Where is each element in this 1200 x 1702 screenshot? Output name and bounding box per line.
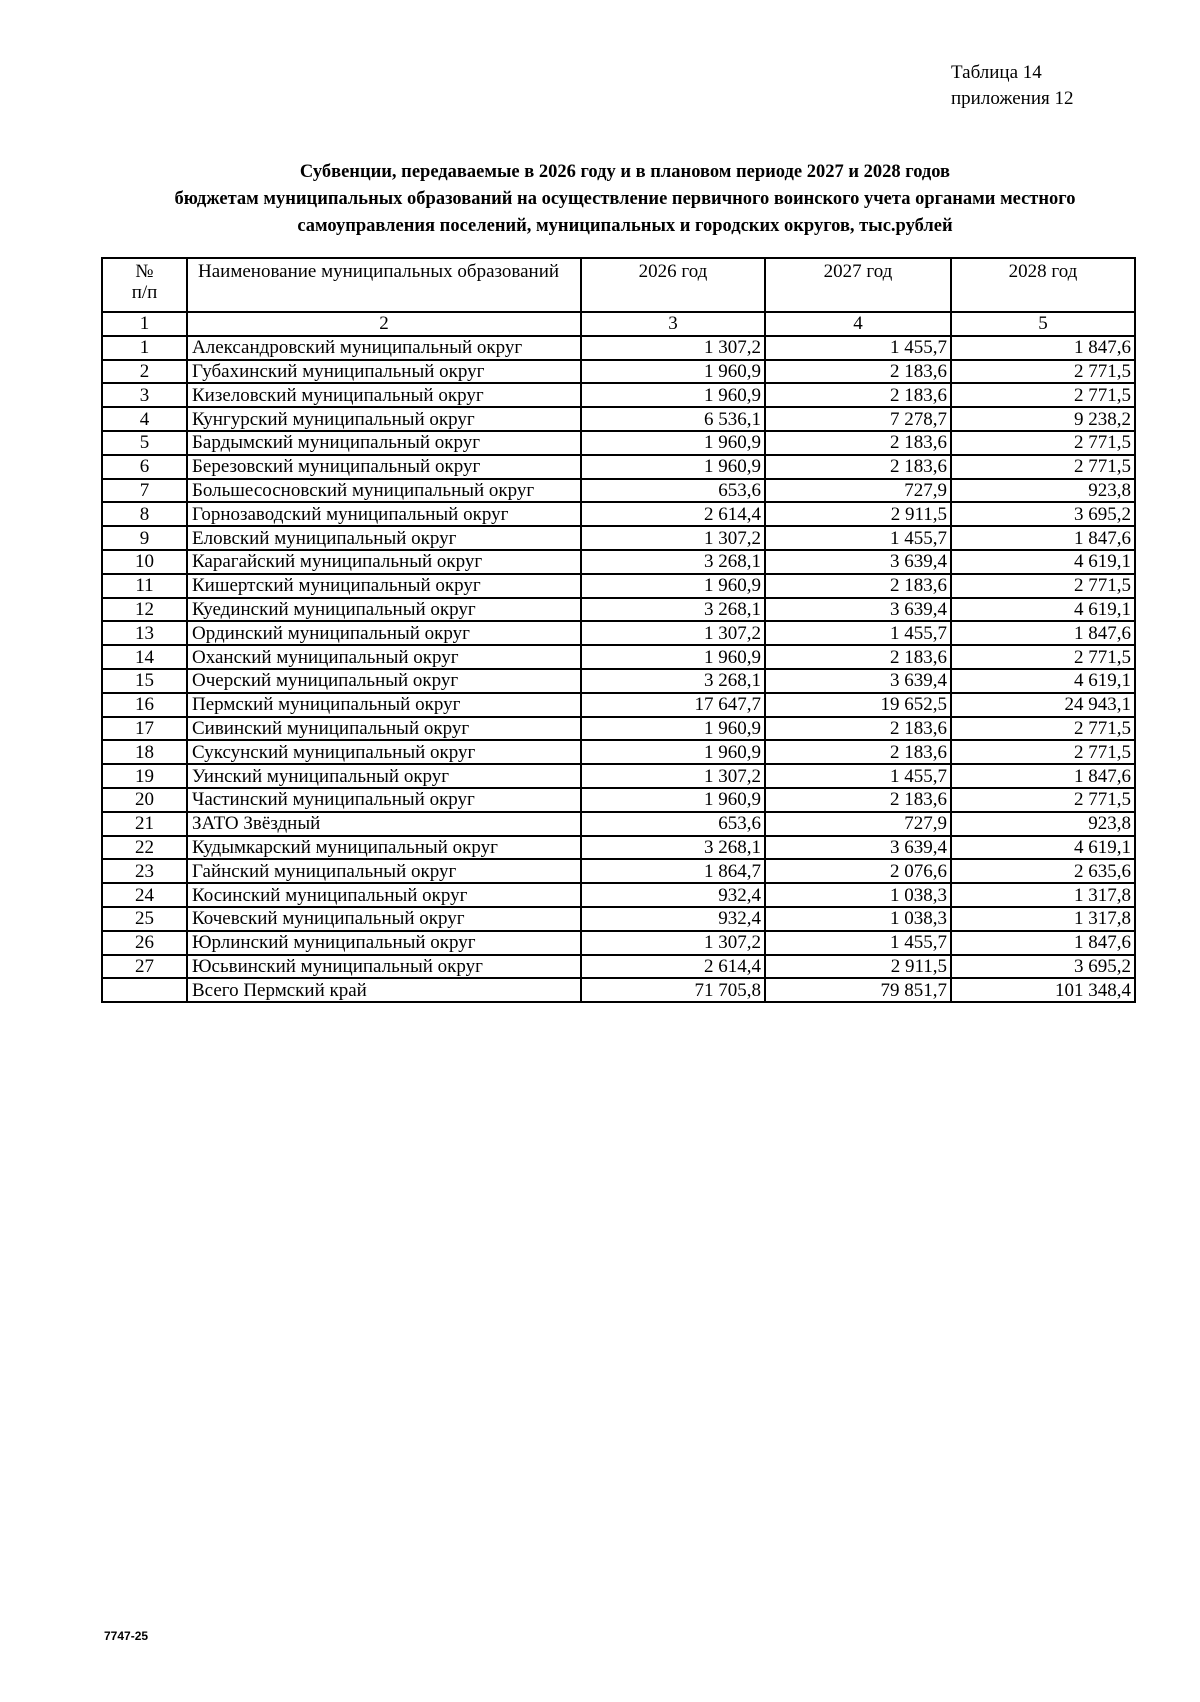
value-2026-cell: 71 705,8 [581,978,765,1002]
value-2027-cell: 2 076,6 [765,859,951,883]
value-2026-cell: 1 307,2 [581,764,765,788]
municipality-name-cell: Очерский муниципальный округ [187,669,581,693]
value-2027-cell: 19 652,5 [765,693,951,717]
row-number-cell: 1 [102,336,187,360]
column-numbers-row [102,312,1135,336]
value-2027-cell: 1 455,7 [765,336,951,360]
municipality-name-cell: Горнозаводский муниципальный округ [187,502,581,526]
municipality-name-cell: ЗАТО Звёздный [187,812,581,836]
value-2028-cell: 4 619,1 [951,598,1135,622]
header-number-line-1: № [135,261,154,282]
table-row [102,455,1135,479]
table-row [102,955,1135,979]
value-2027-cell: 79 851,7 [765,978,951,1002]
value-2028-cell: 1 847,6 [951,621,1135,645]
value-2028-cell: 2 771,5 [951,788,1135,812]
value-2027-cell: 1 455,7 [765,931,951,955]
table-row [102,693,1135,717]
value-2028-cell: 2 771,5 [951,645,1135,669]
table-row [102,360,1135,384]
value-2027-cell: 2 183,6 [765,455,951,479]
table-row [102,526,1135,550]
municipality-name-cell: Пермский муниципальный округ [187,693,581,717]
document-code: 7747-25 [104,1629,149,1643]
row-number-cell: 6 [102,455,187,479]
value-2026-cell: 2 614,4 [581,955,765,979]
value-2026-cell: 1 960,9 [581,383,765,407]
table-header-row [102,258,1135,312]
value-2026-cell: 1 960,9 [581,740,765,764]
value-2027-cell: 2 183,6 [765,645,951,669]
row-number-cell: 25 [102,907,187,931]
value-2026-cell: 1 960,9 [581,574,765,598]
table-row [102,717,1135,741]
value-2028-cell: 2 635,6 [951,859,1135,883]
municipality-name-cell: Кишертский муниципальный округ [187,574,581,598]
value-2027-cell: 1 455,7 [765,621,951,645]
row-number-cell: 21 [102,812,187,836]
subventions-table [101,257,1136,1003]
document-title [100,159,1150,240]
column-number-5: 5 [951,312,1135,336]
row-number-cell: 9 [102,526,187,550]
row-number-cell: 17 [102,717,187,741]
header-2026: 2026 год [581,258,765,312]
value-2028-cell: 24 943,1 [951,693,1135,717]
table-body [102,336,1135,1002]
municipality-name-cell: Частинский муниципальный округ [187,788,581,812]
value-2028-cell: 1 317,8 [951,883,1135,907]
value-2028-cell: 101 348,4 [951,978,1135,1002]
municipality-name-cell: Суксунский муниципальный округ [187,740,581,764]
row-number-cell: 14 [102,645,187,669]
value-2026-cell: 1 960,9 [581,455,765,479]
value-2028-cell: 4 619,1 [951,669,1135,693]
row-number-cell: 11 [102,574,187,598]
value-2028-cell: 3 695,2 [951,502,1135,526]
table-row [102,812,1135,836]
value-2028-cell: 1 847,6 [951,336,1135,360]
value-2026-cell: 932,4 [581,883,765,907]
municipality-name-cell: Еловский муниципальный округ [187,526,581,550]
value-2027-cell: 727,9 [765,479,951,503]
municipality-name-cell: Гайнский муниципальный округ [187,859,581,883]
header-2028: 2028 год [951,258,1135,312]
municipality-name-cell: Куединский муниципальный округ [187,598,581,622]
row-number-cell: 10 [102,550,187,574]
table-row [102,407,1135,431]
column-number-3: 3 [581,312,765,336]
value-2027-cell: 1 455,7 [765,764,951,788]
column-number-4: 4 [765,312,951,336]
table-row [102,931,1135,955]
municipality-name-cell: Большесосновский муниципальный округ [187,479,581,503]
value-2028-cell: 1 847,6 [951,931,1135,955]
column-number-2: 2 [187,312,581,336]
value-2026-cell: 2 614,4 [581,502,765,526]
row-number-cell: 27 [102,955,187,979]
value-2026-cell: 1 864,7 [581,859,765,883]
value-2027-cell: 2 183,6 [765,740,951,764]
value-2026-cell: 3 268,1 [581,836,765,860]
value-2026-cell: 3 268,1 [581,669,765,693]
title-line-2: бюджетам муниципальных образований на осуществление первичного воинского учета органами местного [174,189,1076,209]
value-2028-cell: 3 695,2 [951,955,1135,979]
row-number-cell: 3 [102,383,187,407]
table-row [102,788,1135,812]
value-2026-cell: 6 536,1 [581,407,765,431]
value-2027-cell: 7 278,7 [765,407,951,431]
header-2027: 2027 год [765,258,951,312]
header-name: Наименование муниципальных образований [187,258,581,312]
row-number-cell: 18 [102,740,187,764]
value-2026-cell: 653,6 [581,479,765,503]
row-number-cell: 4 [102,407,187,431]
row-number-cell: 8 [102,502,187,526]
value-2028-cell: 2 771,5 [951,574,1135,598]
municipality-name-cell: Всего Пермский край [187,978,581,1002]
municipality-name-cell: Кочевский муниципальный округ [187,907,581,931]
row-number-cell: 20 [102,788,187,812]
table-row [102,550,1135,574]
value-2026-cell: 17 647,7 [581,693,765,717]
municipality-name-cell: Юрлинский муниципальный округ [187,931,581,955]
municipality-name-cell: Кудымкарский муниципальный округ [187,836,581,860]
table-row [102,836,1135,860]
row-number-cell: 24 [102,883,187,907]
municipality-name-cell: Кунгурский муниципальный округ [187,407,581,431]
header-number [102,258,187,312]
table-row [102,383,1135,407]
table-row [102,645,1135,669]
table-row [102,431,1135,455]
table-number: Таблица 14 [951,62,1042,83]
total-row [102,978,1135,1002]
value-2027-cell: 3 639,4 [765,836,951,860]
value-2026-cell: 1 307,2 [581,931,765,955]
row-number-cell: 22 [102,836,187,860]
value-2026-cell: 653,6 [581,812,765,836]
row-number-cell: 2 [102,360,187,384]
document-reference [951,60,1073,112]
value-2028-cell: 1 317,8 [951,907,1135,931]
value-2026-cell: 1 960,9 [581,717,765,741]
value-2028-cell: 1 847,6 [951,764,1135,788]
value-2027-cell: 1 038,3 [765,907,951,931]
value-2026-cell: 1 307,2 [581,526,765,550]
value-2028-cell: 1 847,6 [951,526,1135,550]
value-2028-cell: 2 771,5 [951,717,1135,741]
value-2028-cell: 923,8 [951,479,1135,503]
table-row [102,907,1135,931]
table-row [102,883,1135,907]
value-2026-cell: 1 307,2 [581,336,765,360]
value-2027-cell: 2 183,6 [765,717,951,741]
table-row [102,764,1135,788]
value-2028-cell: 2 771,5 [951,740,1135,764]
municipality-name-cell: Губахинский муниципальный округ [187,360,581,384]
appendix-number: приложения 12 [951,88,1074,109]
value-2027-cell: 2 911,5 [765,955,951,979]
row-number-cell: 26 [102,931,187,955]
value-2028-cell: 4 619,1 [951,550,1135,574]
value-2027-cell: 2 183,6 [765,360,951,384]
title-line-1: Субвенции, передаваемые в 2026 году и в плановом периоде 2027 и 2028 годов [299,162,951,182]
municipality-name-cell: Уинский муниципальный округ [187,764,581,788]
row-number-cell: 23 [102,859,187,883]
value-2027-cell: 2 183,6 [765,431,951,455]
value-2027-cell: 2 183,6 [765,788,951,812]
value-2026-cell: 3 268,1 [581,598,765,622]
municipality-name-cell: Кизеловский муниципальный округ [187,383,581,407]
municipality-name-cell: Юсьвинский муниципальный округ [187,955,581,979]
municipality-name-cell: Ординский муниципальный округ [187,621,581,645]
value-2028-cell: 9 238,2 [951,407,1135,431]
municipality-name-cell: Бардымский муниципальный округ [187,431,581,455]
row-number-cell: 15 [102,669,187,693]
value-2026-cell: 1 960,9 [581,431,765,455]
row-number-cell: 5 [102,431,187,455]
column-number-1: 1 [102,312,187,336]
value-2027-cell: 727,9 [765,812,951,836]
value-2026-cell: 3 268,1 [581,550,765,574]
value-2027-cell: 3 639,4 [765,669,951,693]
municipality-name-cell: Косинский муниципальный округ [187,883,581,907]
table-row [102,669,1135,693]
value-2026-cell: 932,4 [581,907,765,931]
table-row [102,740,1135,764]
row-number-cell: 12 [102,598,187,622]
value-2026-cell: 1 960,9 [581,360,765,384]
municipality-name-cell: Карагайский муниципальный округ [187,550,581,574]
row-number-cell: 16 [102,693,187,717]
value-2027-cell: 1 455,7 [765,526,951,550]
value-2027-cell: 1 038,3 [765,883,951,907]
value-2028-cell: 2 771,5 [951,455,1135,479]
value-2028-cell: 4 619,1 [951,836,1135,860]
value-2027-cell: 3 639,4 [765,550,951,574]
value-2028-cell: 2 771,5 [951,360,1135,384]
value-2027-cell: 2 183,6 [765,574,951,598]
subventions-table-container [101,257,1134,1003]
row-number-cell [102,978,187,1002]
value-2027-cell: 2 911,5 [765,502,951,526]
municipality-name-cell: Сивинский муниципальный округ [187,717,581,741]
row-number-cell: 13 [102,621,187,645]
value-2026-cell: 1 960,9 [581,788,765,812]
value-2026-cell: 1 307,2 [581,621,765,645]
row-number-cell: 19 [102,764,187,788]
row-number-cell: 7 [102,479,187,503]
table-row [102,479,1135,503]
table-row [102,598,1135,622]
table-row [102,859,1135,883]
value-2028-cell: 923,8 [951,812,1135,836]
value-2027-cell: 2 183,6 [765,383,951,407]
header-number-line-2: п/п [131,282,158,303]
table-row [102,621,1135,645]
municipality-name-cell: Оханский муниципальный округ [187,645,581,669]
municipality-name-cell: Березовский муниципальный округ [187,455,581,479]
value-2027-cell: 3 639,4 [765,598,951,622]
value-2028-cell: 2 771,5 [951,431,1135,455]
value-2026-cell: 1 960,9 [581,645,765,669]
table-row [102,502,1135,526]
value-2028-cell: 2 771,5 [951,383,1135,407]
municipality-name-cell: Александровский муниципальный округ [187,336,581,360]
table-row [102,574,1135,598]
title-line-3: самоуправления поселений, муниципальных и городских округов, тыс.рублей [297,216,953,236]
table-row [102,336,1135,360]
